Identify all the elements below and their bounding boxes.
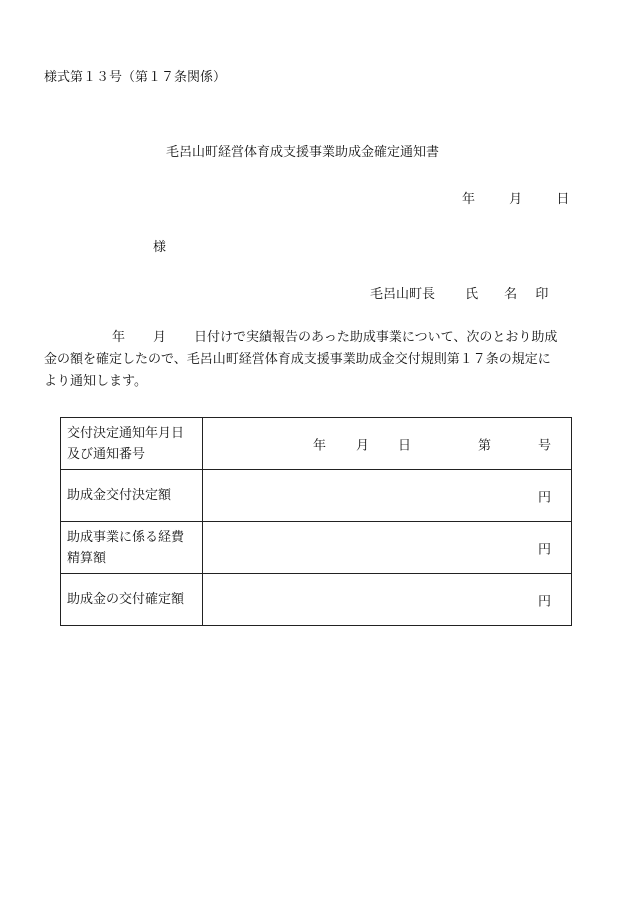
- table-row: [61, 522, 572, 574]
- addressee-honorific: 様: [153, 240, 167, 255]
- row1-month: 月: [356, 438, 370, 453]
- label-confirmed-amount: 助成金の交付確定額: [61, 574, 203, 626]
- date-month: 月: [509, 192, 523, 207]
- issue-date: [462, 188, 569, 207]
- sender-block: [370, 283, 548, 302]
- document-title: 毛呂山町経営体育成支援事業助成金確定通知書: [166, 145, 440, 160]
- value-expense-settlement: [203, 522, 572, 574]
- label-line: 助成事業に係る経費: [67, 529, 185, 545]
- unit-yen: 円: [537, 542, 551, 557]
- value-decision-amount: [203, 470, 572, 522]
- body-text-1: 日付けで実績報告のあった助成事業について、次のとおり助成: [194, 330, 558, 345]
- body-line-1: [44, 327, 588, 349]
- date-year: 年: [462, 192, 476, 207]
- table-row: [61, 470, 572, 522]
- label-line: 交付決定通知年月日: [67, 425, 185, 441]
- label-expense-settlement: [61, 522, 203, 574]
- unit-yen: 円: [537, 490, 551, 505]
- notice-body: [44, 327, 588, 393]
- label-line: 及び通知番号: [67, 446, 146, 462]
- confirmation-table: [60, 417, 572, 626]
- body-month: 月: [153, 330, 167, 345]
- body-year: 年: [112, 330, 126, 345]
- label-line: 精算額: [67, 550, 107, 566]
- value-notice-date-number: [203, 418, 572, 470]
- unit-yen: 円: [537, 594, 551, 609]
- label-decision-amount: 助成金交付決定額: [61, 470, 203, 522]
- row1-gou: 号: [537, 438, 551, 453]
- date-day: 日: [556, 192, 570, 207]
- table-row: [61, 574, 572, 626]
- sender-name-label: 氏 名: [465, 287, 518, 302]
- form-number: 様式第１３号（第１７条関係）: [44, 70, 227, 85]
- table-row: [61, 418, 572, 470]
- body-line-2: 金の額を確定したので、毛呂山町経営体育成支援事業助成金交付規則第１７条の規定に: [44, 352, 551, 367]
- row1-dai: 第: [478, 438, 492, 453]
- body-line-3: より通知します。: [44, 374, 147, 389]
- row1-year: 年: [313, 438, 327, 453]
- sender-office: 毛呂山町長: [370, 287, 436, 302]
- label-notice-date-number: [61, 418, 203, 470]
- seal-mark: 印: [535, 287, 549, 302]
- value-confirmed-amount: [203, 574, 572, 626]
- row1-day: 日: [398, 438, 412, 453]
